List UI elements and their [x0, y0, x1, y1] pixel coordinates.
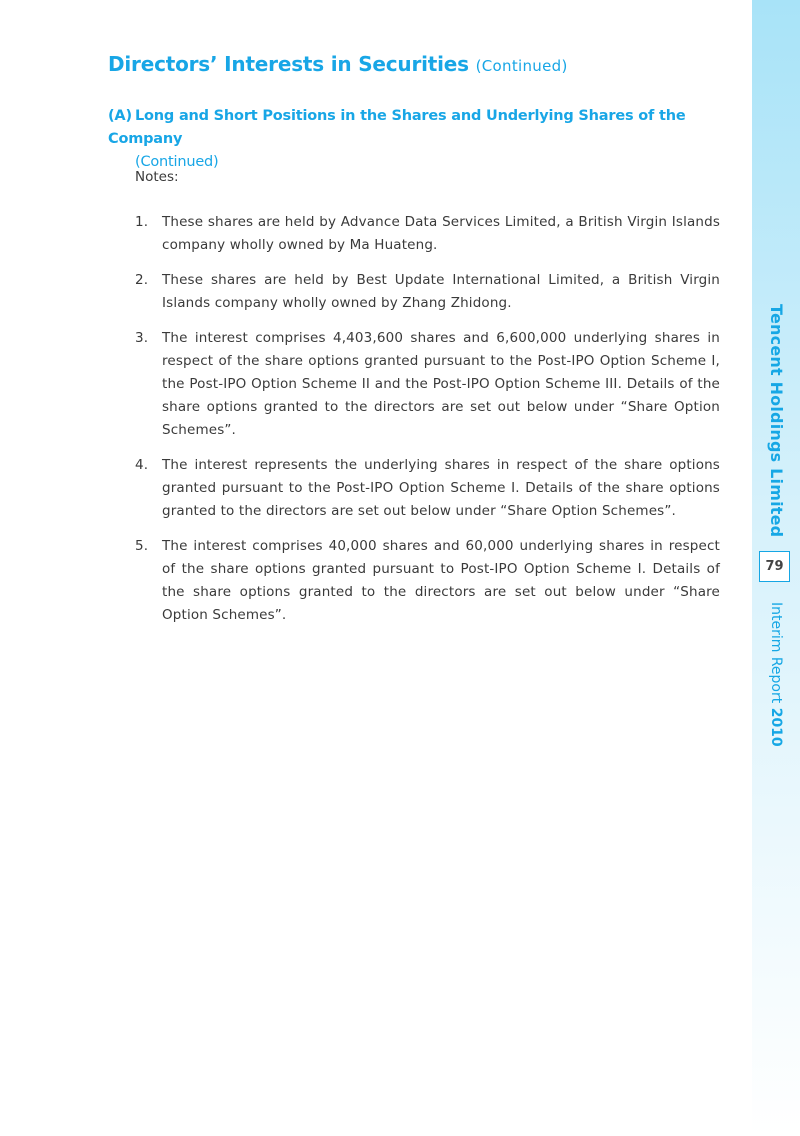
- note-number: 1.: [135, 214, 149, 230]
- note-item: [135, 211, 720, 257]
- section-suffix: (Continued): [135, 154, 219, 170]
- sidebar-report-year: 2010: [768, 707, 784, 747]
- note-text: The interest comprises 40,000 shares and 60,000 underlying shares in respect of the share options granted pursuant to Post-IPO Option Scheme I. Details of the share options granted to the directors are set out below under “Share Option Schemes”.: [162, 538, 720, 623]
- section-title: Long and Short Positions in the Shares and Underlying Shares of the Company: [108, 108, 686, 147]
- note-text: The interest comprises 4,403,600 shares and 6,600,000 underlying shares in respect of the share options granted pursuant to the Post-IPO Option Scheme I, the Post-IPO Option Scheme II and the Post-IPO Option Scheme III. Details of the share options granted to the directors are set out below under “Share Option Schemes”.: [162, 330, 720, 438]
- notes-label: Notes:: [135, 169, 179, 185]
- section-label: (A): [108, 108, 132, 124]
- notes-list: [135, 211, 720, 639]
- page-title-suffix: (Continued): [475, 57, 568, 75]
- sidebar-report-label: Interim Report: [768, 602, 784, 704]
- note-number: 4.: [135, 457, 149, 473]
- sidebar-company-name: Tencent Holdings Limited: [767, 304, 786, 538]
- note-item: [135, 269, 720, 315]
- section-heading: [108, 105, 723, 174]
- note-item: [135, 535, 720, 627]
- note-text: These shares are held by Best Update International Limited, a British Virgin Islands company wholly owned by Zhang Zhidong.: [162, 272, 720, 311]
- note-item: [135, 327, 720, 442]
- note-number: 3.: [135, 330, 149, 346]
- sidebar-report-title: [752, 602, 800, 752]
- page-title: [108, 52, 568, 76]
- note-number: 2.: [135, 272, 149, 288]
- note-item: [135, 454, 720, 523]
- page-number: 79: [759, 551, 790, 582]
- note-text: The interest represents the underlying shares in respect of the share options granted pursuant to the Post-IPO Option Scheme I. Details of the share options granted to the directors are set out below under “Share Option Schemes”.: [162, 457, 720, 519]
- page-title-text: Directors’ Interests in Securities: [108, 52, 469, 76]
- note-text: These shares are held by Advance Data Services Limited, a British Virgin Islands company wholly owned by Ma Huateng.: [162, 214, 720, 253]
- note-number: 5.: [135, 538, 149, 554]
